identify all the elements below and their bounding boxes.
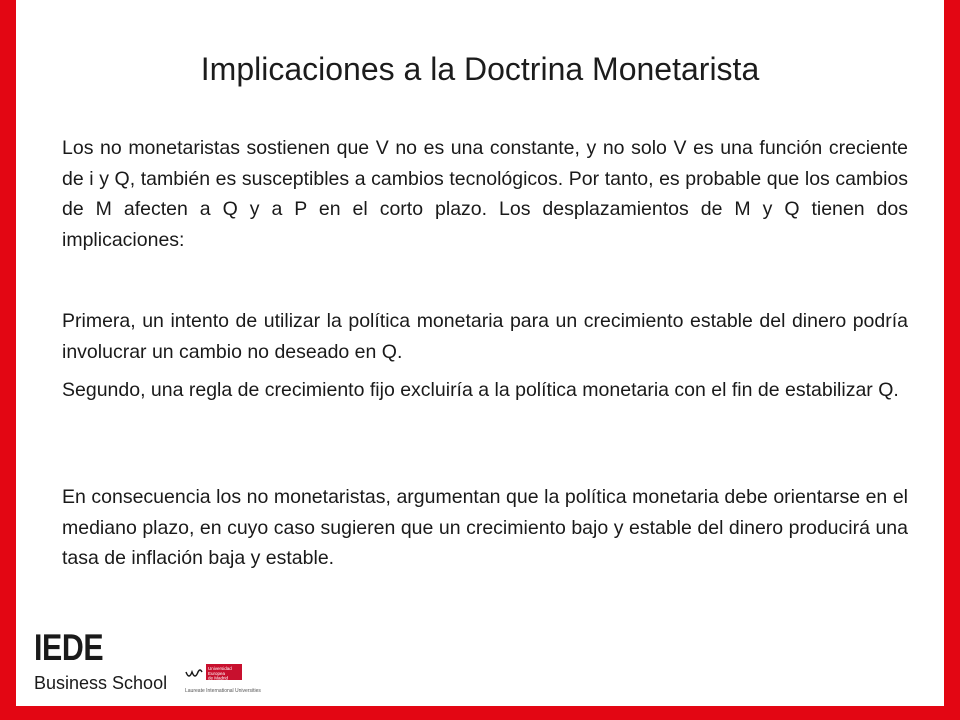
slide-title: Implicaciones a la Doctrina Monetarista	[200, 51, 760, 87]
paragraph-conclusion: En consecuencia los no monetaristas, argumentan que la política monetaria debe orientarse en el mediano plazo, en cuyo caso sugieren que un crecimiento bajo y estable del dinero producirá una tasa de inflación baja y estable.	[62, 486, 908, 569]
svg-text:Universidad: Universidad	[208, 666, 232, 671]
paragraph-second-implication: Segundo, una regla de crecimiento fijo excluiría a la política monetaria con el fin de estabilizar Q.	[62, 379, 899, 401]
paragraph-first-implication: Primera, un intento de utilizar la política monetaria para un crecimiento estable del dinero podría involucrar un cambio no deseado en Q.	[62, 310, 908, 363]
iede-logo: IEDE	[34, 627, 104, 668]
business-school-label: Business School	[34, 673, 168, 693]
uem-logo-icon	[184, 660, 244, 690]
paragraph-intro: Los no monetaristas sostienen que V no es una constante, y no solo V es una función creciente de i y Q, también es susceptibles a cambios tecnológicos. Por tanto, es probable que los cambios de M afecten a Q y a P en el corto plazo. Los desplazamientos de M y Q tienen dos implicaciones:	[62, 137, 908, 251]
left-red-bar	[0, 0, 16, 720]
partner-tagline: Laureate International Universities	[185, 688, 261, 694]
svg-text:de Madrid: de Madrid	[208, 675, 229, 681]
bottom-red-bar	[0, 706, 960, 720]
svg-text:Europea: Europea	[208, 671, 226, 676]
right-red-bar	[944, 0, 960, 720]
